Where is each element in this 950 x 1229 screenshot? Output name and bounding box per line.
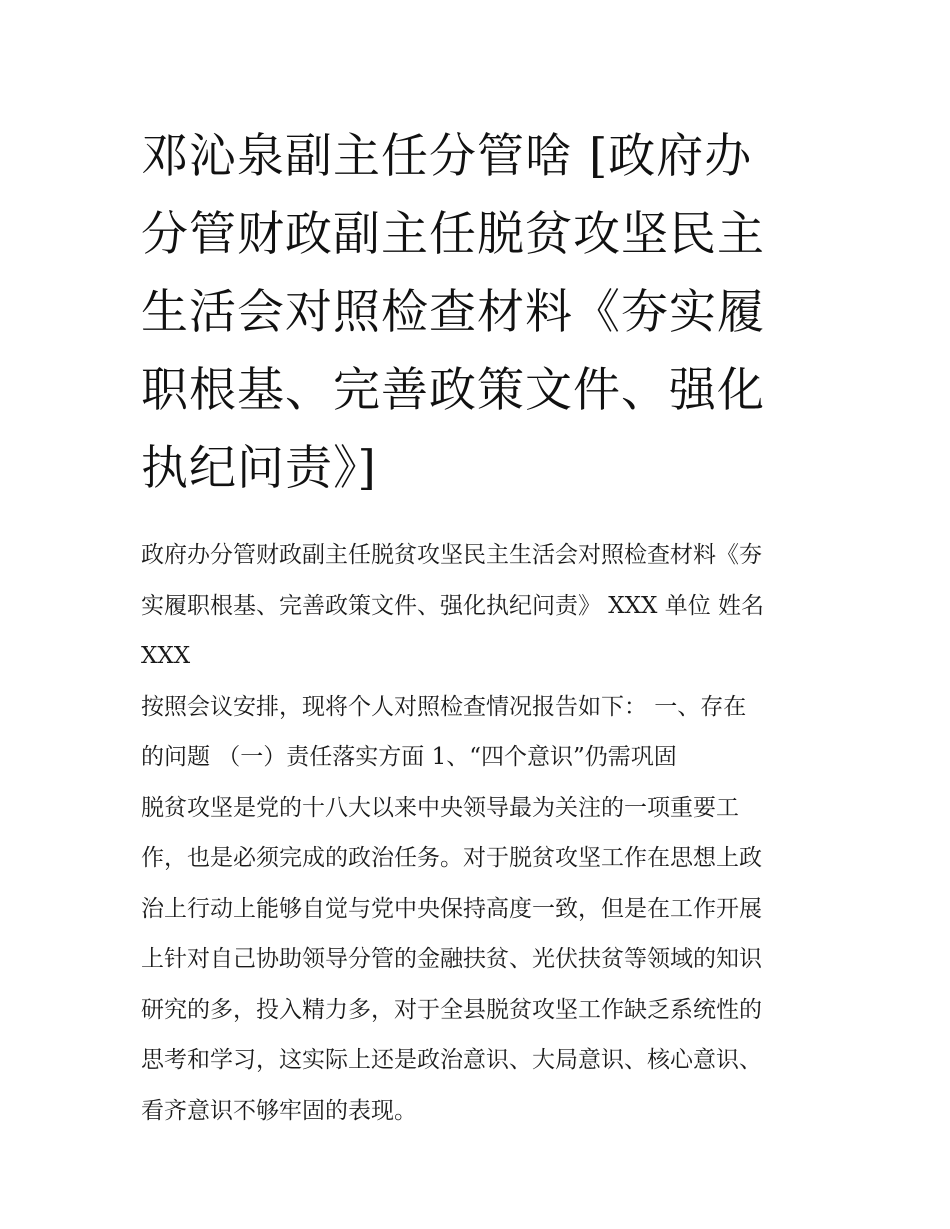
text-line: 治上行动上能够自觉与党中央保持高度一致，但是在工作开展 — [141, 895, 762, 922]
text-line: 按照会议安排，现将个人对照检查情况报告如下： 一、存在 — [141, 693, 747, 720]
text-line: XXX — [141, 643, 191, 669]
text-line: 上针对自己协助领导分管的金融扶贫、光伏扶贫等领域的知识 — [141, 946, 762, 972]
text-line: 研究的多，投入精力多，对于全县脱贫攻坚工作缺乏系统性的 — [141, 996, 762, 1023]
document-page — [141, 118, 813, 1136]
text-line: 政府办分管财政副主任脱贫攻坚民主生活会对照检查材料《夯 — [141, 542, 762, 568]
text-line: 脱贫攻坚是党的十八大以来中央领导最为关注的一项重要工 — [141, 794, 739, 821]
title-line: 邓沁泉副主任分管啥 [政府办 — [141, 129, 753, 184]
title-line: 分管财政副主任脱贫攻坚民主 — [141, 207, 765, 262]
document-body — [141, 530, 813, 1136]
text-line: 看齐意识不够牢固的表现。 — [141, 1097, 417, 1124]
title-line: 执纪问责》] — [141, 441, 377, 496]
title-line: 职根基、完善政策文件、强化 — [141, 363, 765, 418]
document-title — [141, 118, 813, 508]
text-line: 实履职根基、完善政策文件、强化执纪问责》 XXX 单位 姓名 — [141, 592, 765, 619]
subtitle-paragraph — [141, 530, 813, 682]
intro-paragraph — [141, 682, 813, 783]
text-line: 的问题 （一）责任落实方面 1、“四个意识”仍需巩固 — [141, 744, 677, 770]
text-line: 思考和学习，这实际上还是政治意识、大局意识、核心意识、 — [141, 1047, 762, 1073]
body-paragraph — [141, 783, 813, 1137]
text-line: 作，也是必须完成的政治任务。对于脱贫攻坚工作在思想上政 — [141, 845, 762, 871]
title-line: 生活会对照检查材料《夯实履 — [141, 285, 765, 340]
